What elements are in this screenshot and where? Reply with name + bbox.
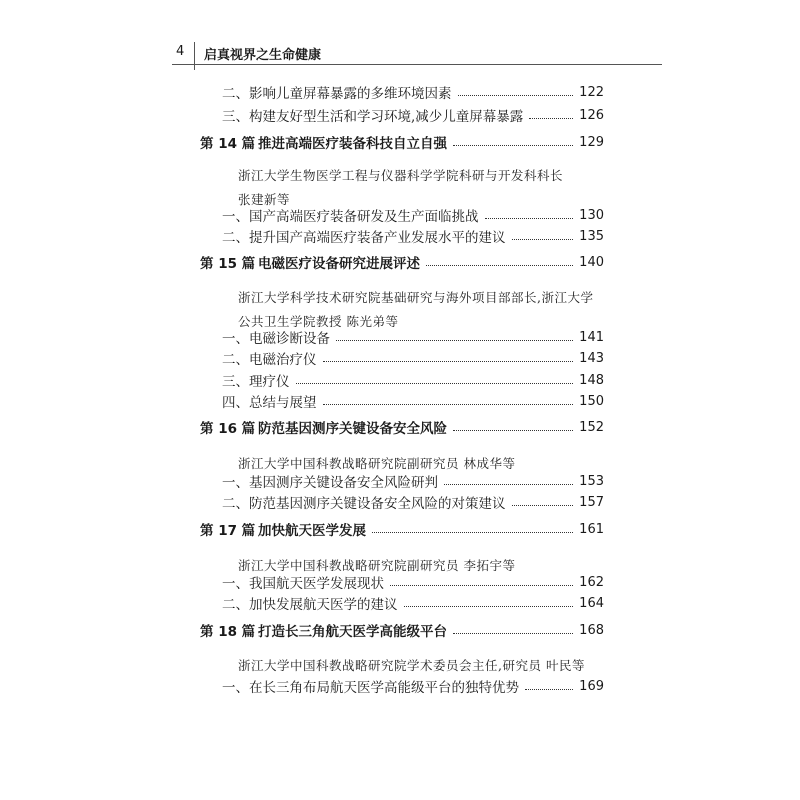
toc-page-number: 140 [579,254,604,270]
toc-entry-title: 一、国产高端医疗装备研发及生产面临挑战 [222,209,479,225]
toc-leader-dots [426,265,573,266]
toc-page-number: 148 [579,372,604,388]
toc-chapter-number: 第 14 篇 [200,136,256,152]
toc-entry-title: 一、我国航天医学发展现状 [222,576,384,592]
toc-page-number: 122 [579,84,604,100]
toc-entry-title: 三、构建友好型生活和学习环境,减少儿童屏幕暴露 [222,109,524,125]
toc-page-number: 150 [579,393,604,409]
toc-entry-title: 推进高端医疗装备科技自立自强 [258,136,447,152]
toc-page-number: 157 [579,494,604,510]
toc-entry-title: 二、加快发展航天医学的建议 [222,597,398,613]
toc-chapter-number: 第 15 篇 [200,256,256,272]
toc-section-entry[interactable] [222,204,604,226]
toc-leader-dots [453,430,573,431]
toc-page-number: 153 [579,473,604,489]
toc-entry-title: 一、电磁诊断设备 [222,331,330,347]
toc-section-entry[interactable] [222,369,604,391]
toc-entry-title: 一、在长三角布局航天医学高能级平台的独特优势 [222,680,519,696]
toc-section-entry[interactable] [222,491,604,513]
toc-author-line: 浙江大学中国科教战略研究院学术委员会主任,研究员 叶民等 [238,658,585,673]
toc-author-line: 浙江大学中国科教战略研究院副研究员 林成华等 [238,456,516,471]
toc-chapter-entry[interactable] [200,416,604,438]
toc-author-line: 浙江大学科学技术研究院基础研究与海外项目部部长,浙江大学 [238,290,594,305]
toc-entry-title: 二、电磁治疗仪 [222,352,317,368]
toc-chapter-entry[interactable] [200,619,604,641]
toc-page-number: 164 [579,595,604,611]
toc-entry-title: 打造长三角航天医学高能级平台 [258,624,447,640]
toc-leader-dots [525,689,573,690]
toc-page-number: 130 [579,207,604,223]
toc-author-line: 张建新等 [238,192,291,207]
toc-author-line: 浙江大学中国科教战略研究院副研究员 李拓宇等 [238,558,516,573]
toc-chapter-entry[interactable] [200,251,604,273]
toc-chapter-entry[interactable] [200,518,604,540]
toc-leader-dots [296,383,574,384]
toc-page-number: 152 [579,419,604,435]
toc-section-entry[interactable] [222,347,604,369]
toc-section-entry[interactable] [222,104,604,126]
toc-entry-title: 二、影响儿童屏幕暴露的多维环境因素 [222,86,452,102]
toc-author-line: 浙江大学生物医学工程与仪器科学学院科研与开发科科长 [238,168,564,183]
toc-page-number: 129 [579,134,604,150]
toc-section-entry[interactable] [222,675,604,697]
toc-leader-dots [404,606,574,607]
toc-entry-title: 一、基因测序关键设备安全风险研判 [222,475,438,491]
toc-entry-title: 防范基因测序关键设备安全风险 [258,421,447,437]
toc-chapter-entry[interactable] [200,131,604,153]
toc-leader-dots [390,585,573,586]
toc-page-number: 135 [579,228,604,244]
toc-author-line: 公共卫生学院教授 陈光弟等 [238,314,399,329]
toc-page-number: 161 [579,521,604,537]
toc-entry-title: 加快航天医学发展 [258,523,366,539]
toc-section-entry[interactable] [222,81,604,103]
toc-entry-title: 二、防范基因测序关键设备安全风险的对策建议 [222,496,506,512]
toc-leader-dots [512,505,574,506]
toc-page-number: 143 [579,350,604,366]
toc-entry-title: 二、提升国产高端医疗装备产业发展水平的建议 [222,230,506,246]
toc-leader-dots [323,361,574,362]
toc-section-entry[interactable] [222,390,604,412]
toc-chapter-number: 第 17 篇 [200,523,256,539]
toc-page-number: 168 [579,622,604,638]
toc-entry-title: 电磁医疗设备研究进展评述 [258,256,420,272]
toc-leader-dots [323,404,574,405]
toc-page-number: 169 [579,678,604,694]
toc-section-entry[interactable] [222,470,604,492]
toc-leader-dots [372,532,573,533]
toc-leader-dots [453,633,573,634]
toc-entry-title: 三、理疗仪 [222,374,290,390]
header-page-number: 4 [176,44,185,59]
toc-page-number: 162 [579,574,604,590]
toc-leader-dots [458,95,574,96]
toc-entry-title: 四、总结与展望 [222,395,317,411]
toc-section-entry[interactable] [222,592,604,614]
toc-leader-dots [444,484,573,485]
toc-leader-dots [453,145,573,146]
toc-leader-dots [512,239,574,240]
header-book-title: 启真视界之生命健康 [204,48,322,63]
toc-leader-dots [529,118,573,119]
toc-leader-dots [485,218,574,219]
toc-chapter-number: 第 16 篇 [200,421,256,437]
toc-leader-dots [336,340,573,341]
toc-page-number: 141 [579,329,604,345]
toc-section-entry[interactable] [222,326,604,348]
toc-section-entry[interactable] [222,225,604,247]
toc-page-number: 126 [579,107,604,123]
toc-chapter-number: 第 18 篇 [200,624,256,640]
toc-section-entry[interactable] [222,571,604,593]
